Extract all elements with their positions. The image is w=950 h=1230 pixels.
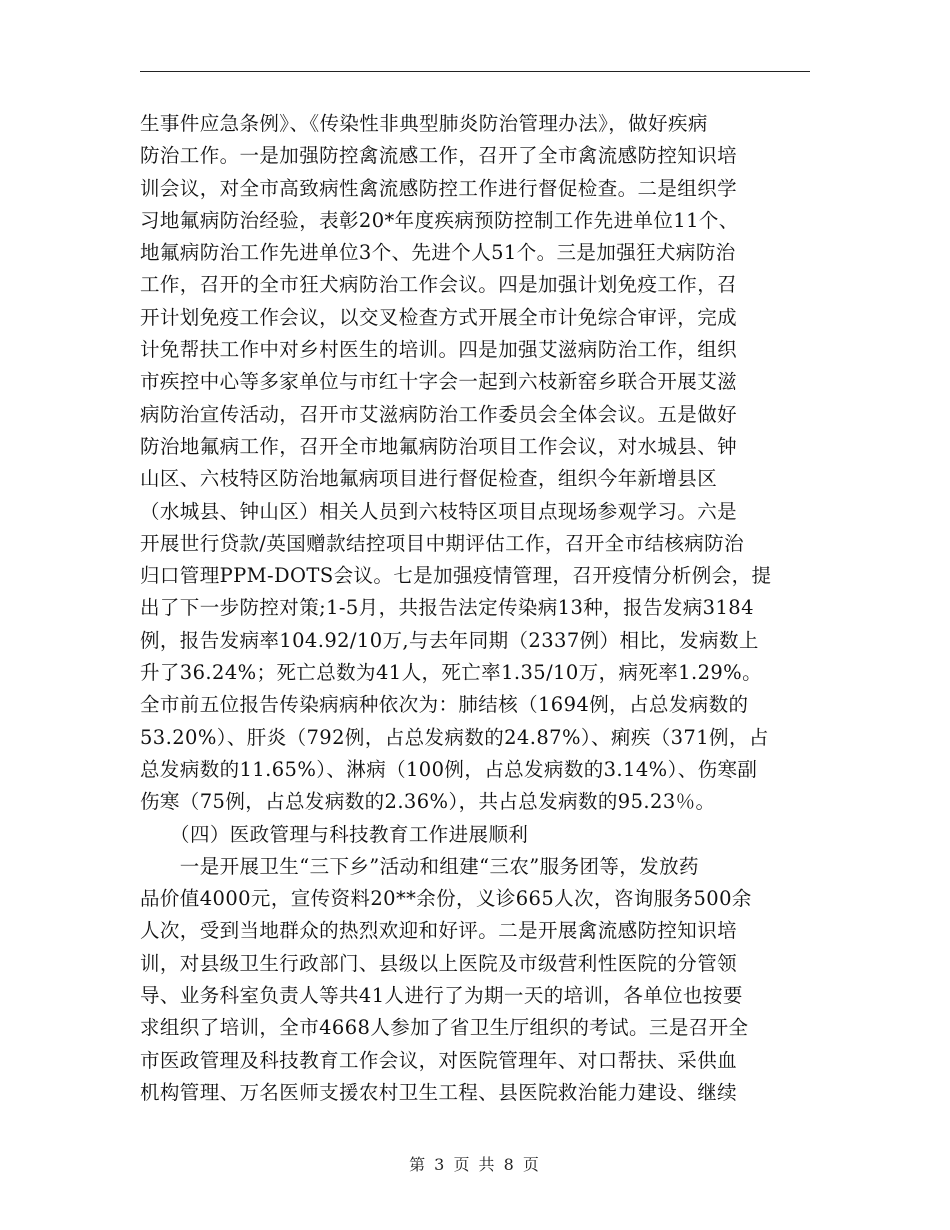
text-line: 品价值4000元，宣传资料20**余份，义诊665人次，咨询服务500余 (140, 887, 752, 911)
header-rule (140, 71, 810, 72)
text-line: 计免帮扶工作中对乡村医生的培训。四是加强艾滋病防治工作，组织 (140, 338, 738, 362)
document-body (140, 108, 820, 1109)
text-line: 地氟病防治工作先进单位3个、先进个人51个。三是加强狂犬病防治 (140, 241, 736, 265)
text-line: 求组织了培训，全市4668人参加了省卫生厅组织的考试。三是召开全 (140, 1016, 749, 1040)
text-line: 开展世行贷款/英国赠款结控项目中期评估工作，召开全市结核病防治 (140, 531, 744, 555)
text-line: 工作，召开的全市狂犬病防治工作会议。四是加强计划免疫工作，召 (140, 273, 738, 297)
text-line: 人次，受到当地群众的热烈欢迎和好评。二是开展禽流感防控知识培 (140, 919, 738, 943)
text-line: 升了36.24%；死亡总数为41人，死亡率1.35/10万，病死率1.29%。 (140, 661, 763, 685)
text-line: 病防治宣传活动，召开市艾滋病防治工作委员会全体会议。五是做好 (140, 402, 738, 426)
text-line: 山区、六枝特区防治地氟病项目进行督促检查，组织今年新增县区 (140, 467, 718, 491)
text-line: 一是开展卫生“三下乡”活动和组建“三农”服务团等，发放药 (140, 854, 699, 878)
text-line: 53.20%）、肝炎（792例，占总发病数的24.87%）、痢疾（371例，占 (140, 725, 769, 749)
text-line: 防治地氟病工作，召开全市地氟病防治项目工作会议，对水城县、钟 (140, 434, 738, 458)
page-number: 第 3 页 共 8 页 (409, 1155, 541, 1174)
text-line: 市医政管理及科技教育工作会议，对医院管理年、对口帮扶、采供血 (140, 1048, 738, 1072)
text-line: 全市前五位报告传染病病种依次为：肺结核（1694例，占总发病数的 (140, 693, 749, 717)
text-line: 例，报告发病率104.92/10万,与去年同期（2337例）相比，发病数上 (140, 628, 759, 652)
text-line: 机构管理、万名医师支援农村卫生工程、县医院救治能力建设、继续 (140, 1080, 738, 1104)
text-line: 导、业务科室负责人等共41人进行了为期一天的培训，各单位也按要 (140, 984, 743, 1008)
text-line: 防治工作。一是加强防控禽流感工作，召开了全市禽流感防控知识培 (140, 144, 738, 168)
section-heading: （四）医政管理与科技教育工作进展顺利 (140, 822, 529, 846)
text-line: 习地氟病防治经验，表彰20*年度疾病预防控制工作先进单位11个、 (140, 208, 739, 232)
text-line: 开计划免疫工作会议，以交叉检查方式开展全市计免综合审评，完成 (140, 305, 738, 329)
text-line: 市疾控中心等多家单位与市红十字会一起到六枝新窑乡联合开展艾滋 (140, 370, 738, 394)
text-line: 伤寒（75例，占总发病数的2.36%），共占总发病数的95.23％。 (140, 790, 716, 814)
text-line: 总发病数的11.65%）、淋病（100例，占总发病数的3.14%）、伤寒副 (140, 757, 758, 781)
text-line: 训，对县级卫生行政部门、县级以上医院及市级营利性医院的分管领 (140, 951, 738, 975)
text-line: 训会议，对全市高致病性禽流感防控工作进行督促检查。二是组织学 (140, 176, 738, 200)
text-line: 归口管理PPM-DOTS会议。七是加强疫情管理，召开疫情分析例会，提 (140, 564, 772, 588)
text-line: （水城县、钟山区）相关人员到六枝特区项目点现场参观学习。六是 (140, 499, 738, 523)
text-line: 出了下一步防控对策;1-5月，共报告法定传染病13种，报告发病3184 (140, 596, 754, 620)
text-line: 生事件应急条例》、《传染性非典型肺炎防治管理办法》，做好疾病 (140, 112, 708, 135)
